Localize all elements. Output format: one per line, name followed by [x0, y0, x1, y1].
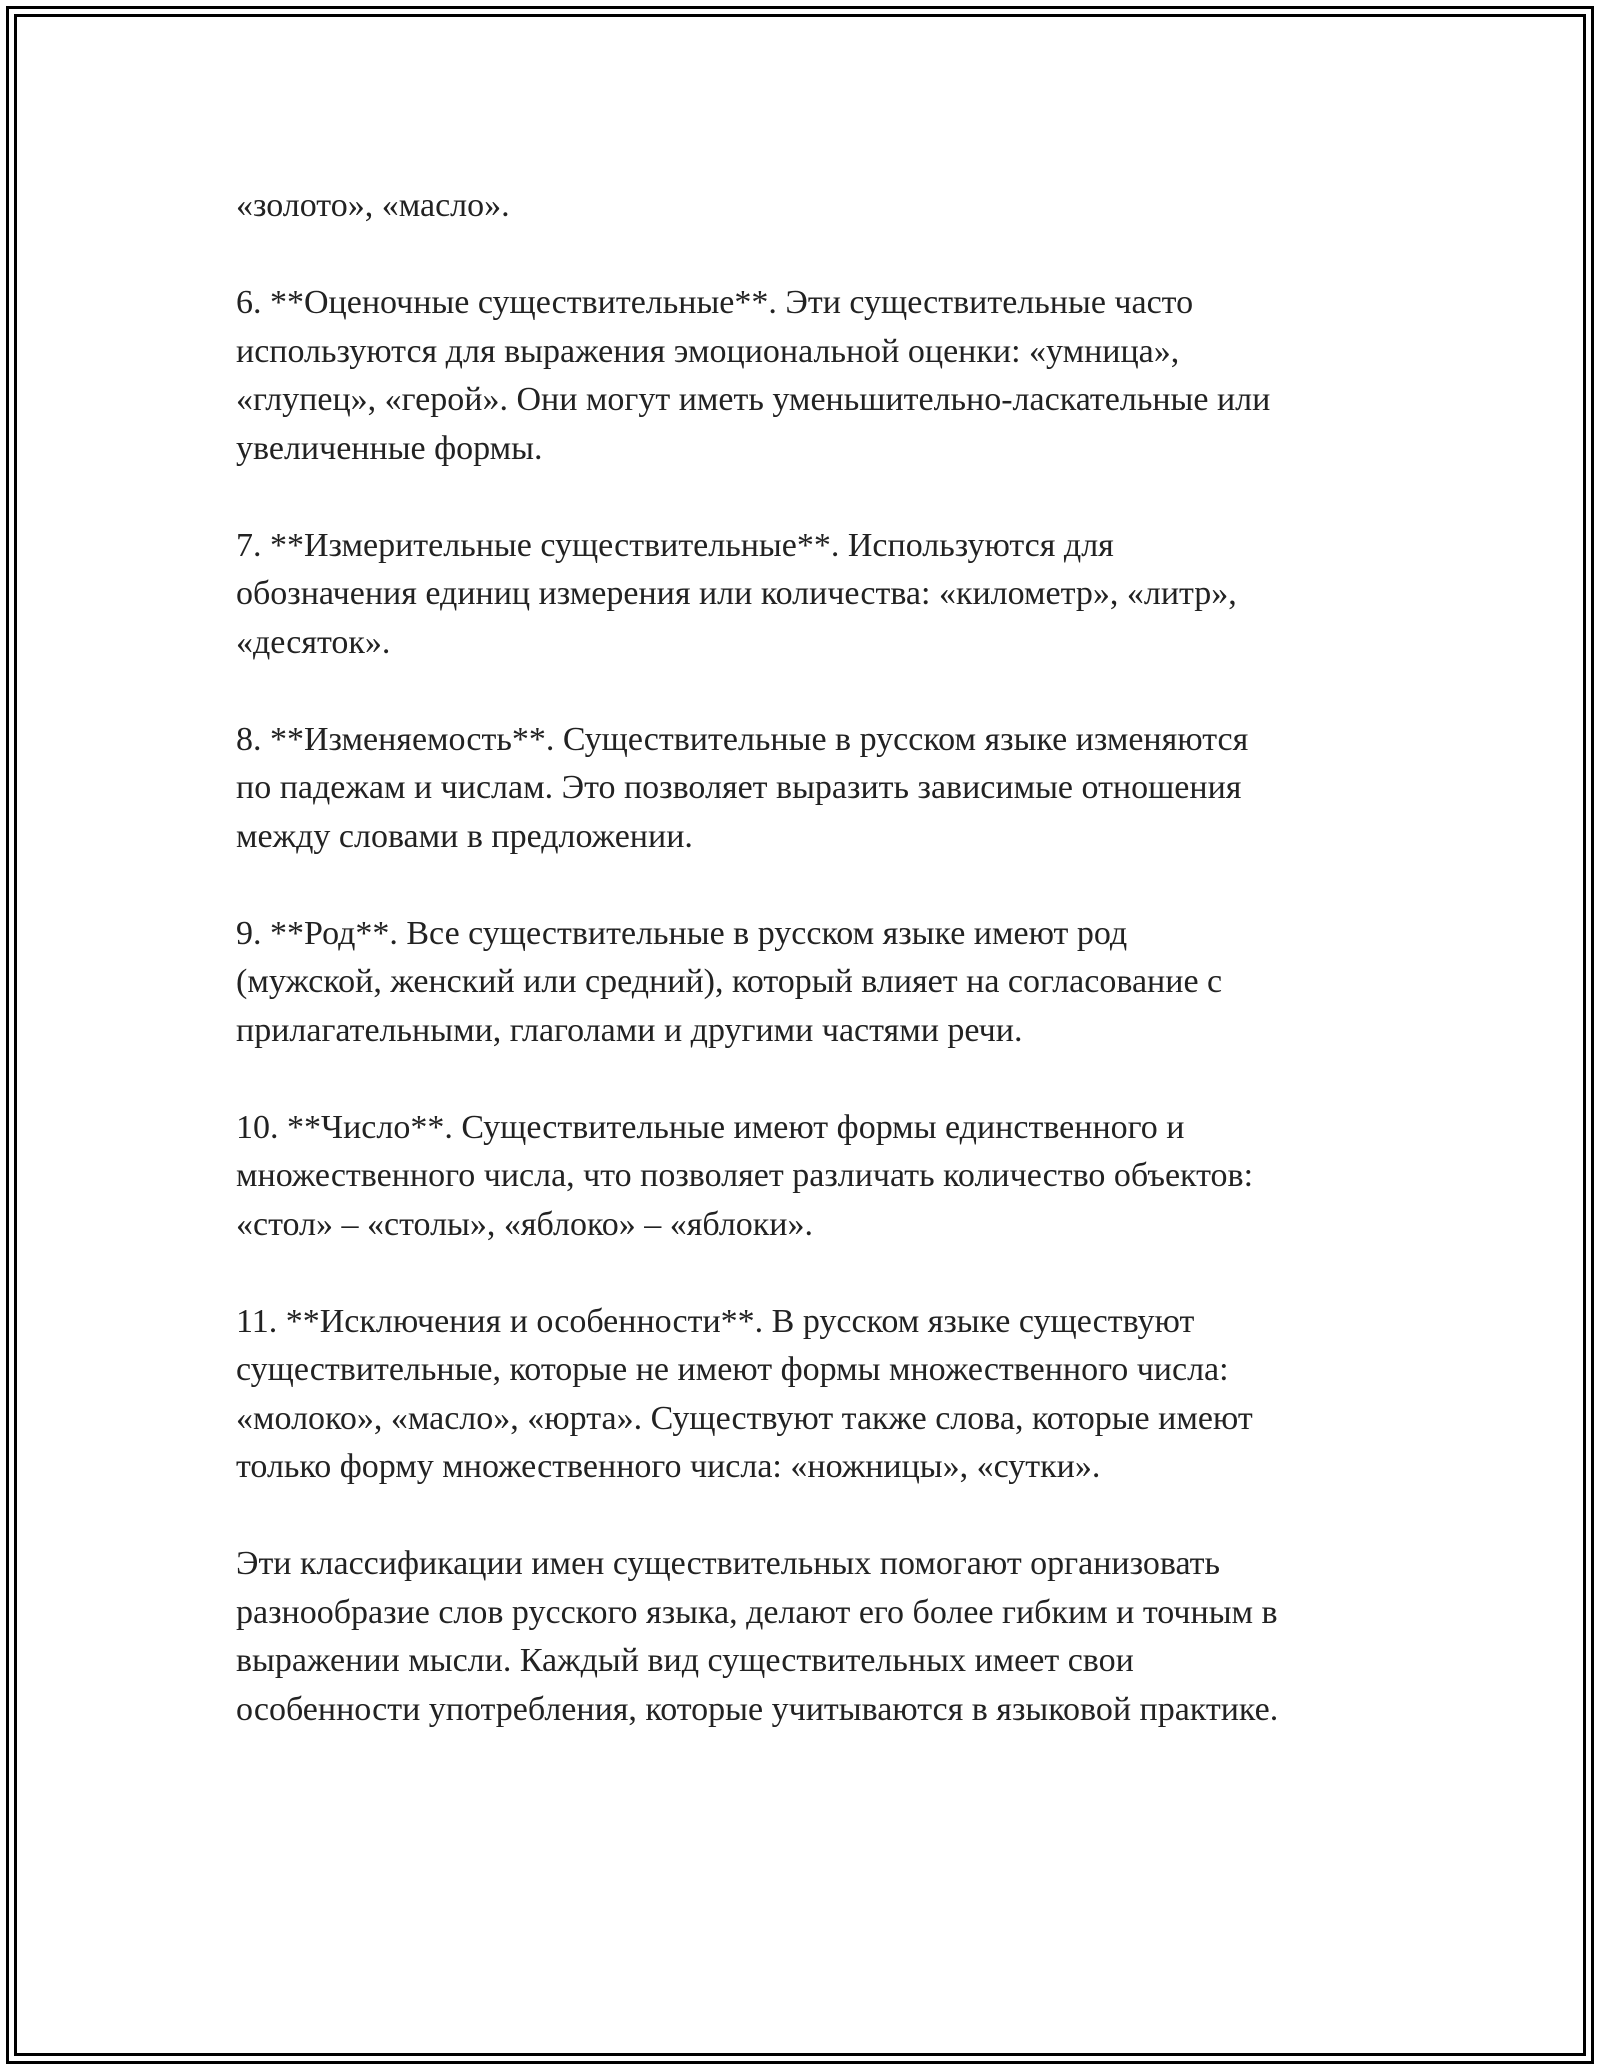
- paragraph-item-10: 10. **Число**. Существительные имеют формы единственного и множественного числа, что позволяет различать количество объектов: «стол» – «столы», «яблоко» – «яблоки».: [236, 1108, 1254, 1243]
- paragraph-item-9: 9. **Род**. Все существительные в русском языке имеют род (мужской, женский или средний), который влияет на согласование с прилагательными, глаголами и другими частями речи.: [236, 914, 1223, 1049]
- paragraph-conclusion: Эти классификации имен существительных помогают организовать разнообразие слов русского языка, делают его более гибким и точным в выражении мысли. Каждый вид существительных имеет свои особенности употребления, которые учитываются в языковой практике.: [236, 1545, 1279, 1728]
- document-body: [236, 182, 1386, 1734]
- paragraph-continuation: «золото», «масло».: [236, 187, 510, 224]
- paragraph-item-7: 7. **Измерительные существительные**. Используются для обозначения единиц измерения или количества: «километр», «литр», «десяток».: [236, 526, 1237, 661]
- paragraph-item-11: 11. **Исключения и особенности**. В русском языке существуют существительные, которые не имеют формы множественного числа: «молоко», «масло», «юрта». Существуют также слова, которые имеют только форму множественного числа: «ножницы», «сутки».: [236, 1302, 1253, 1485]
- paragraph-item-8: 8. **Изменяемость**. Существительные в русском языке изменяются по падежам и числам. Это позволяет выразить зависимые отношения между словами в предложении.: [236, 720, 1249, 855]
- paragraph-item-6: 6. **Оценочные существительные**. Эти существительные часто используются для выражения эмоциональной оценки: «умница», «глупец», «герой». Они могут иметь уменьшительно-ласкательные или увеличенные формы.: [236, 284, 1271, 467]
